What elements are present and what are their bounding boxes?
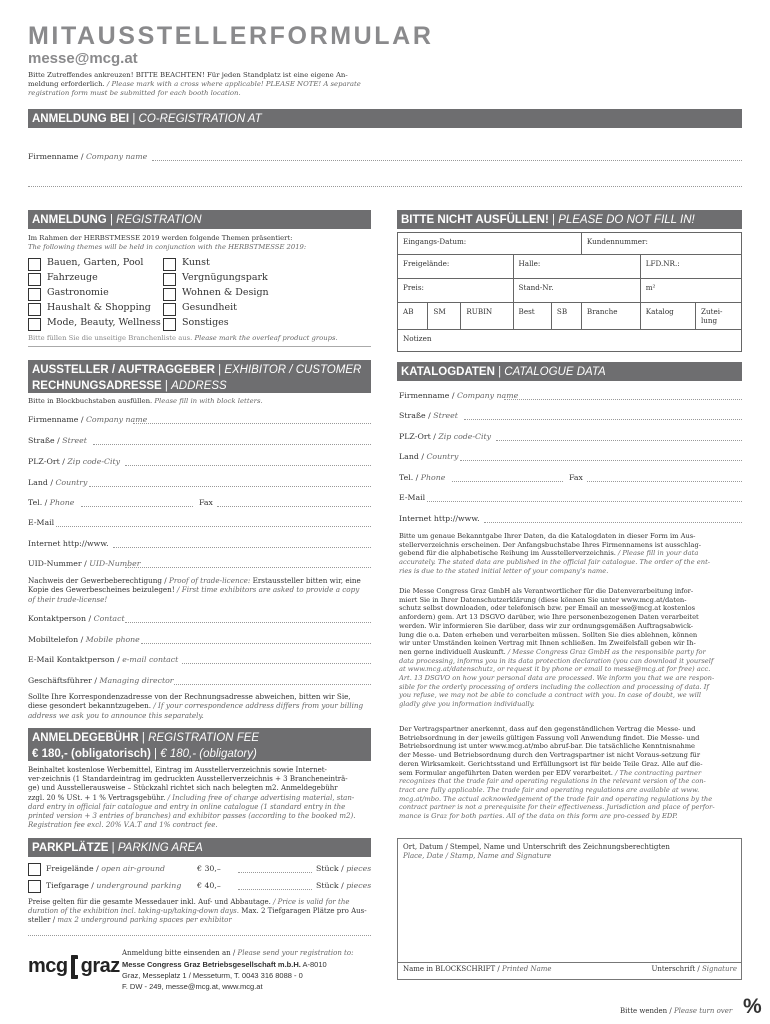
internal-col-sb: SB bbox=[551, 303, 581, 330]
signature-title: Ort, Datum / Stempel, Name und Unterschrift des Zeichnungsberechtigten bbox=[403, 843, 670, 851]
catalogue-label: E-Mail bbox=[399, 493, 426, 502]
header-intro: Bitte Zutreffendes ankreuzen! BITTE BEACHTEN! Für jeden Standplatz ist eine eigene An- meldung erforderlich. / Please mark with a cross where applicable! PLEASE NOTE! A separate registration form must be submitted for each booth location. bbox=[28, 71, 361, 97]
catalogue-fax-field[interactable] bbox=[587, 481, 742, 482]
internal-col-zuteilung: Zutei- lung bbox=[695, 303, 741, 330]
internal-standnr: Stand-Nr. bbox=[513, 279, 640, 303]
exhibitor-header: AUSSTELLER / AUFTRAGGEBER | EXHIBITOR / CUSTOMER RECHNUNGSADRESSE | ADDRESS bbox=[28, 360, 371, 393]
catalogue-label: Land / Country bbox=[399, 452, 459, 461]
exhibitor-label: E-Mail bbox=[28, 518, 55, 527]
internal-freigelaende: Freigelände: bbox=[398, 255, 514, 279]
registration-note: Bitte füllen Sie die unseitige Branchenliste aus. Please mark the overleaf product groups. bbox=[28, 334, 338, 342]
catalogue-label: Straße / Street bbox=[399, 411, 458, 420]
theme-label: Gesundheit bbox=[182, 302, 238, 313]
exhibitor-contact-label: Kontaktperson / Contact bbox=[28, 614, 125, 623]
mcg-graz-logo: mcg graz bbox=[28, 955, 120, 978]
registration-divider bbox=[28, 346, 371, 347]
theme-label: Kunst bbox=[182, 257, 210, 268]
exhibitor-contact-field[interactable] bbox=[141, 643, 371, 644]
exhibitor-field[interactable] bbox=[81, 506, 193, 507]
catalogue-fax-label: Fax bbox=[569, 473, 583, 482]
theme-checkbox[interactable] bbox=[163, 258, 176, 271]
exhibitor-label: Firmenname / Company name bbox=[28, 415, 148, 424]
catalogue-field[interactable] bbox=[427, 501, 742, 502]
theme-label: Mode, Beauty, Wellness bbox=[47, 317, 161, 328]
logo-bracket-icon bbox=[71, 955, 78, 979]
parking-label: Freigelände / open air-ground bbox=[46, 864, 165, 873]
theme-label: Wohnen & Design bbox=[182, 287, 269, 298]
theme-label: Bauen, Garten, Pool bbox=[47, 257, 144, 268]
parking-unit: Stück / pieces bbox=[316, 881, 372, 890]
internal-col-rubin: RUBIN bbox=[461, 303, 513, 330]
internal-col-ab: AB bbox=[398, 303, 428, 330]
theme-checkbox[interactable] bbox=[28, 273, 41, 286]
catalogue-label: Firmenname / Company name bbox=[399, 391, 519, 400]
parking-quantity-field[interactable] bbox=[238, 889, 312, 890]
exhibitor-contact-field[interactable] bbox=[125, 622, 371, 623]
catalogue-field[interactable] bbox=[460, 460, 742, 461]
fee-header: ANMELDEGEBÜHR | REGISTRATION FEE € 180,- (obligatorisch) | € 180,- (obligatory) bbox=[28, 728, 371, 761]
catalogue-field[interactable] bbox=[452, 481, 563, 482]
exhibitor-label: PLZ-Ort / Zip code-City bbox=[28, 457, 121, 466]
catalogue-label: Internet http://www. bbox=[399, 514, 480, 523]
signature-subtitle: Place, Date / Stamp, Name and Signature bbox=[403, 852, 552, 861]
parking-note: Preise gelten für die gesamte Messedauer inkl. Auf- und Abbautage. / Price is valid for the duration of the exhibition incl. taking-up/taking-down days. Max. 2 Tiefgaragen Plätze pro Aus- steller / max 2 underground parking spaces per exhibitor bbox=[28, 898, 367, 925]
coreg-firm-field-2[interactable] bbox=[28, 186, 742, 187]
parking-divider bbox=[28, 935, 371, 936]
parking-quantity-field[interactable] bbox=[238, 872, 312, 873]
registration-header: ANMELDUNG | REGISTRATION bbox=[28, 210, 371, 229]
exhibitor-label: Tel. / Phone bbox=[28, 498, 75, 507]
theme-label: Haushalt & Shopping bbox=[47, 302, 151, 313]
theme-checkbox[interactable] bbox=[163, 288, 176, 301]
footer-address: Anmeldung bitte einsenden an / Please send your registration to: Messe Congress Graz Betriebsgesellschaft m.b.H. A-8010 Graz, Messeplatz 1 / Messeturm, T. 0043 316 8088 - 0 F. DW - 249, messe@mcg.at, www.mcg.at bbox=[122, 949, 354, 991]
parking-checkbox[interactable] bbox=[28, 863, 41, 876]
coreg-firm-field[interactable] bbox=[152, 160, 742, 161]
exhibitor-contact-label: E-Mail Kontaktperson / e-mail contact bbox=[28, 655, 179, 664]
exhibitor-field[interactable] bbox=[125, 465, 371, 466]
catalogue-header: KATALOGDATEN | CATALOGUE DATA bbox=[397, 362, 742, 381]
parking-label: Tiefgarage / underground parking bbox=[46, 881, 182, 890]
catalogue-para-privacy: Die Messe Congress Graz GmbH als Verantwortlicher für die Datenverarbeitung infor- miert Sie in Ihrer Datenschutzerklärung (diese können Sie unter www.mcg.at/daten- schutz selbst downloaden, oder telefonisch bzw. per Email an messe@mcg.at kostenlos anfordern) gem. Art 13 DSGVO darüber, wie Ihre personenbezogenen Daten verarbeitet werden. Wir informieren Sie darüber, dass wir zur ordnungsgemäßen Auftragsabwick- lung die o.a. Daten erheben und verarbeiten müssen. Sollten Sie dies ablehnen, können wir unter Umständen keinen Vertrag mit Ihnen schließen. Im Zweifelsfall geben wir Ih- nen gerne individuell Auskunft. / Messe Congress Graz GmbH as the responsible party for data processing, informs you in its data protection declaration (you can download it yourself at www.mcg.at/datenschutz, or request it by phone or email to messe@mcg.at for free) acc. Art. 13 DSGVO on how your personal data are processed. We inform you that we are respon- sible for the orderly processing of orders including the collection and processing of data. If you refuse, we may not be able to conclude a contract with you. In case of doubt, we will gladly give you information individually. bbox=[399, 587, 715, 709]
exhibitor-label: UID-Nummer / UID-Number bbox=[28, 559, 141, 568]
catalogue-field[interactable] bbox=[484, 522, 742, 523]
exhibitor-field[interactable] bbox=[113, 547, 371, 548]
theme-label: Sonstiges bbox=[182, 317, 229, 328]
exhibitor-contact-field[interactable] bbox=[174, 684, 371, 685]
internal-halle: Halle: bbox=[513, 255, 640, 279]
internal-header: BITTE NICHT AUSFÜLLEN! | PLEASE DO NOT FILL IN! bbox=[397, 210, 742, 229]
exhibitor-trade-note: Nachweis der Gewerbeberechtigung / Proof of trade-licence: Erstaussteller bitten wir, eine Kopie des Gewerbescheines beizulegen! / First time exhibitors are asked to provide a copy of their trade-license! bbox=[28, 576, 361, 604]
catalogue-field[interactable] bbox=[496, 440, 742, 441]
exhibitor-corr-note: Sollte Ihre Korrespondenzadresse von der Rechnungsadresse abweichen, bitten wir Sie, diese gesondert bekanntzugeben. / If your correspondence address differs from your billing address we ask you to announce this separately. bbox=[28, 692, 364, 720]
exhibitor-field[interactable] bbox=[133, 423, 371, 424]
exhibitor-fax-field[interactable] bbox=[217, 506, 371, 507]
theme-label: Fahrzeuge bbox=[47, 272, 98, 283]
signature-box[interactable] bbox=[397, 838, 742, 980]
turn-over-note: Bitte wenden / Please turn over bbox=[620, 1007, 733, 1015]
theme-checkbox[interactable] bbox=[28, 318, 41, 331]
parking-price: € 40,– bbox=[197, 881, 221, 890]
signature-label: Unterschrift / Signature bbox=[651, 965, 737, 973]
theme-checkbox[interactable] bbox=[28, 258, 41, 271]
internal-kunden: Kundennummer: bbox=[581, 233, 741, 255]
exhibitor-label: Straße / Street bbox=[28, 436, 87, 445]
internal-preis: Preis: bbox=[398, 279, 514, 303]
exhibitor-field[interactable] bbox=[125, 567, 371, 568]
catalogue-para-1: Bitte um genaue Bekanntgabe Ihrer Daten, da die Katalogdaten in dieser Form im Aus- stellerverzeichnis erscheinen. Der Anfangsbuchstabe Ihres Firmennamens ist ausschlag- gebend für die alphabetische Reihung im Ausstellerverzeichnis. / Please fill in your data accurately. The stated data are published in the official fair catalogue. The order of the ent- ries is due to the stated initial letter of your company's name. bbox=[399, 532, 711, 575]
exhibitor-field[interactable] bbox=[89, 486, 371, 487]
parking-header: PARKPLÄTZE | PARKING AREA bbox=[28, 838, 371, 857]
theme-checkbox[interactable] bbox=[28, 288, 41, 301]
registration-intro: Im Rahmen der HERBSTMESSE 2019 werden folgende Themen präsentiert: The following themes will be held in conjunction with the HERBSTMESSE 2019: bbox=[28, 234, 307, 251]
exhibitor-contact-field[interactable] bbox=[182, 663, 371, 664]
parking-checkbox[interactable] bbox=[28, 880, 41, 893]
catalogue-para-terms: Der Vertragspartner anerkennt, dass auf den gegenständlichen Vertrag die Messe- und Betriebsordnung in der jeweils gültigen Fassung voll Anwendung findet. Die Messe- und Betriebsordnung ist unter www.mcg.at/mbo abruf-bar. Die tatsächliche Kenntnisnahme der Messe- und Betriebsordnung durch den Vertragspartner ist nicht Voraus-setzung für deren Wirksamkeit. Gerichtsstand und Erfüllungsort ist für beide Teile Graz. Alle auf die- sem Formular angeführten Daten werden per EDV verarbeitet. / The contracting partner recognizes that the trade fair and operating regulations in the relevant version of the con- tract are fully applicable. The trade fair and operating regulations are available at www. mcg.at/mbo. The actual acknowledgement of the trade fair and operating regulations by the contract partner is not a prerequisite for their effectiveness. Jurisdiction and place of perfor- mance is Graz for both parties. All of the data on this form are pro-cessed by EDP. bbox=[399, 725, 715, 821]
internal-col-sm: SM bbox=[428, 303, 461, 330]
printed-name-label: Name in BLOCKSCHRIFT / Printed Name bbox=[403, 965, 552, 973]
exhibitor-contact-label: Mobiltelefon / Mobile phone bbox=[28, 635, 140, 644]
theme-checkbox[interactable] bbox=[28, 303, 41, 316]
internal-eingang: Eingangs-Datum: bbox=[398, 233, 582, 255]
coreg-header: ANMELDUNG BEI | CO-REGISTRATION AT bbox=[28, 109, 742, 128]
theme-label: Vergnügungspark bbox=[182, 272, 268, 283]
coreg-firm-label: Firmenname / Company name bbox=[28, 152, 148, 161]
internal-col-best: Best bbox=[513, 303, 551, 330]
exhibitor-fax-label: Fax bbox=[199, 498, 213, 507]
catalogue-field[interactable] bbox=[504, 399, 742, 400]
parking-unit: Stück / pieces bbox=[316, 864, 372, 873]
internal-col-branche: Branche bbox=[581, 303, 640, 330]
internal-notizen: Notizen bbox=[398, 330, 742, 352]
catalogue-label: Tel. / Phone bbox=[399, 473, 446, 482]
internal-col-katalog: Katalog bbox=[640, 303, 695, 330]
theme-label: Gastronomie bbox=[47, 287, 109, 298]
header-email: messe@mcg.at bbox=[28, 50, 138, 67]
exhibitor-field[interactable] bbox=[56, 526, 371, 527]
exhibitor-contact-label: Geschäftsführer / Managing director bbox=[28, 676, 174, 685]
fee-text: Beinhaltet kostenlose Werbemittel, Eintrag im Ausstellerverzeichnis sowie Internet- ver-zeichnis (1 Standardeintrag im gedruckten Ausstellerverzeichnis + 3 Brancheneinträ- ge) und Ausstellerausweise – Stückzahl richtet sich nach belegten m2. Anmeldegebühr zzgl. 20 % USt. + 1 % Vertragsgebühr. / Including free of charge advertising material, stan- dard entry in official fair catalogue and entry in online catalogue (1 standard entry in the printed version + 3 entries of branches) and exhibitor passes (according to the booked m2). Registration fee excl. 20% V.A.T and 1% contract fee. bbox=[28, 766, 356, 830]
internal-lfd: LFD.NR.: bbox=[640, 255, 741, 279]
theme-checkbox[interactable] bbox=[163, 303, 176, 316]
theme-checkbox[interactable] bbox=[163, 318, 176, 331]
turn-over-icon: % bbox=[743, 995, 762, 1018]
exhibitor-field[interactable] bbox=[93, 444, 371, 445]
theme-checkbox[interactable] bbox=[163, 273, 176, 286]
internal-m2: m² bbox=[640, 279, 741, 303]
exhibitor-block-note: Bitte in Blockbuchstaben ausfüllen. Please fill in with block letters. bbox=[28, 397, 263, 405]
catalogue-field[interactable] bbox=[464, 419, 742, 420]
internal-table bbox=[397, 232, 742, 352]
form-title: MITAUSSTELLERFORMULAR bbox=[28, 22, 434, 50]
exhibitor-label: Internet http://www. bbox=[28, 539, 109, 548]
parking-price: € 30,– bbox=[197, 864, 221, 873]
exhibitor-label: Land / Country bbox=[28, 478, 88, 487]
catalogue-label: PLZ-Ort / Zip code-City bbox=[399, 432, 492, 441]
